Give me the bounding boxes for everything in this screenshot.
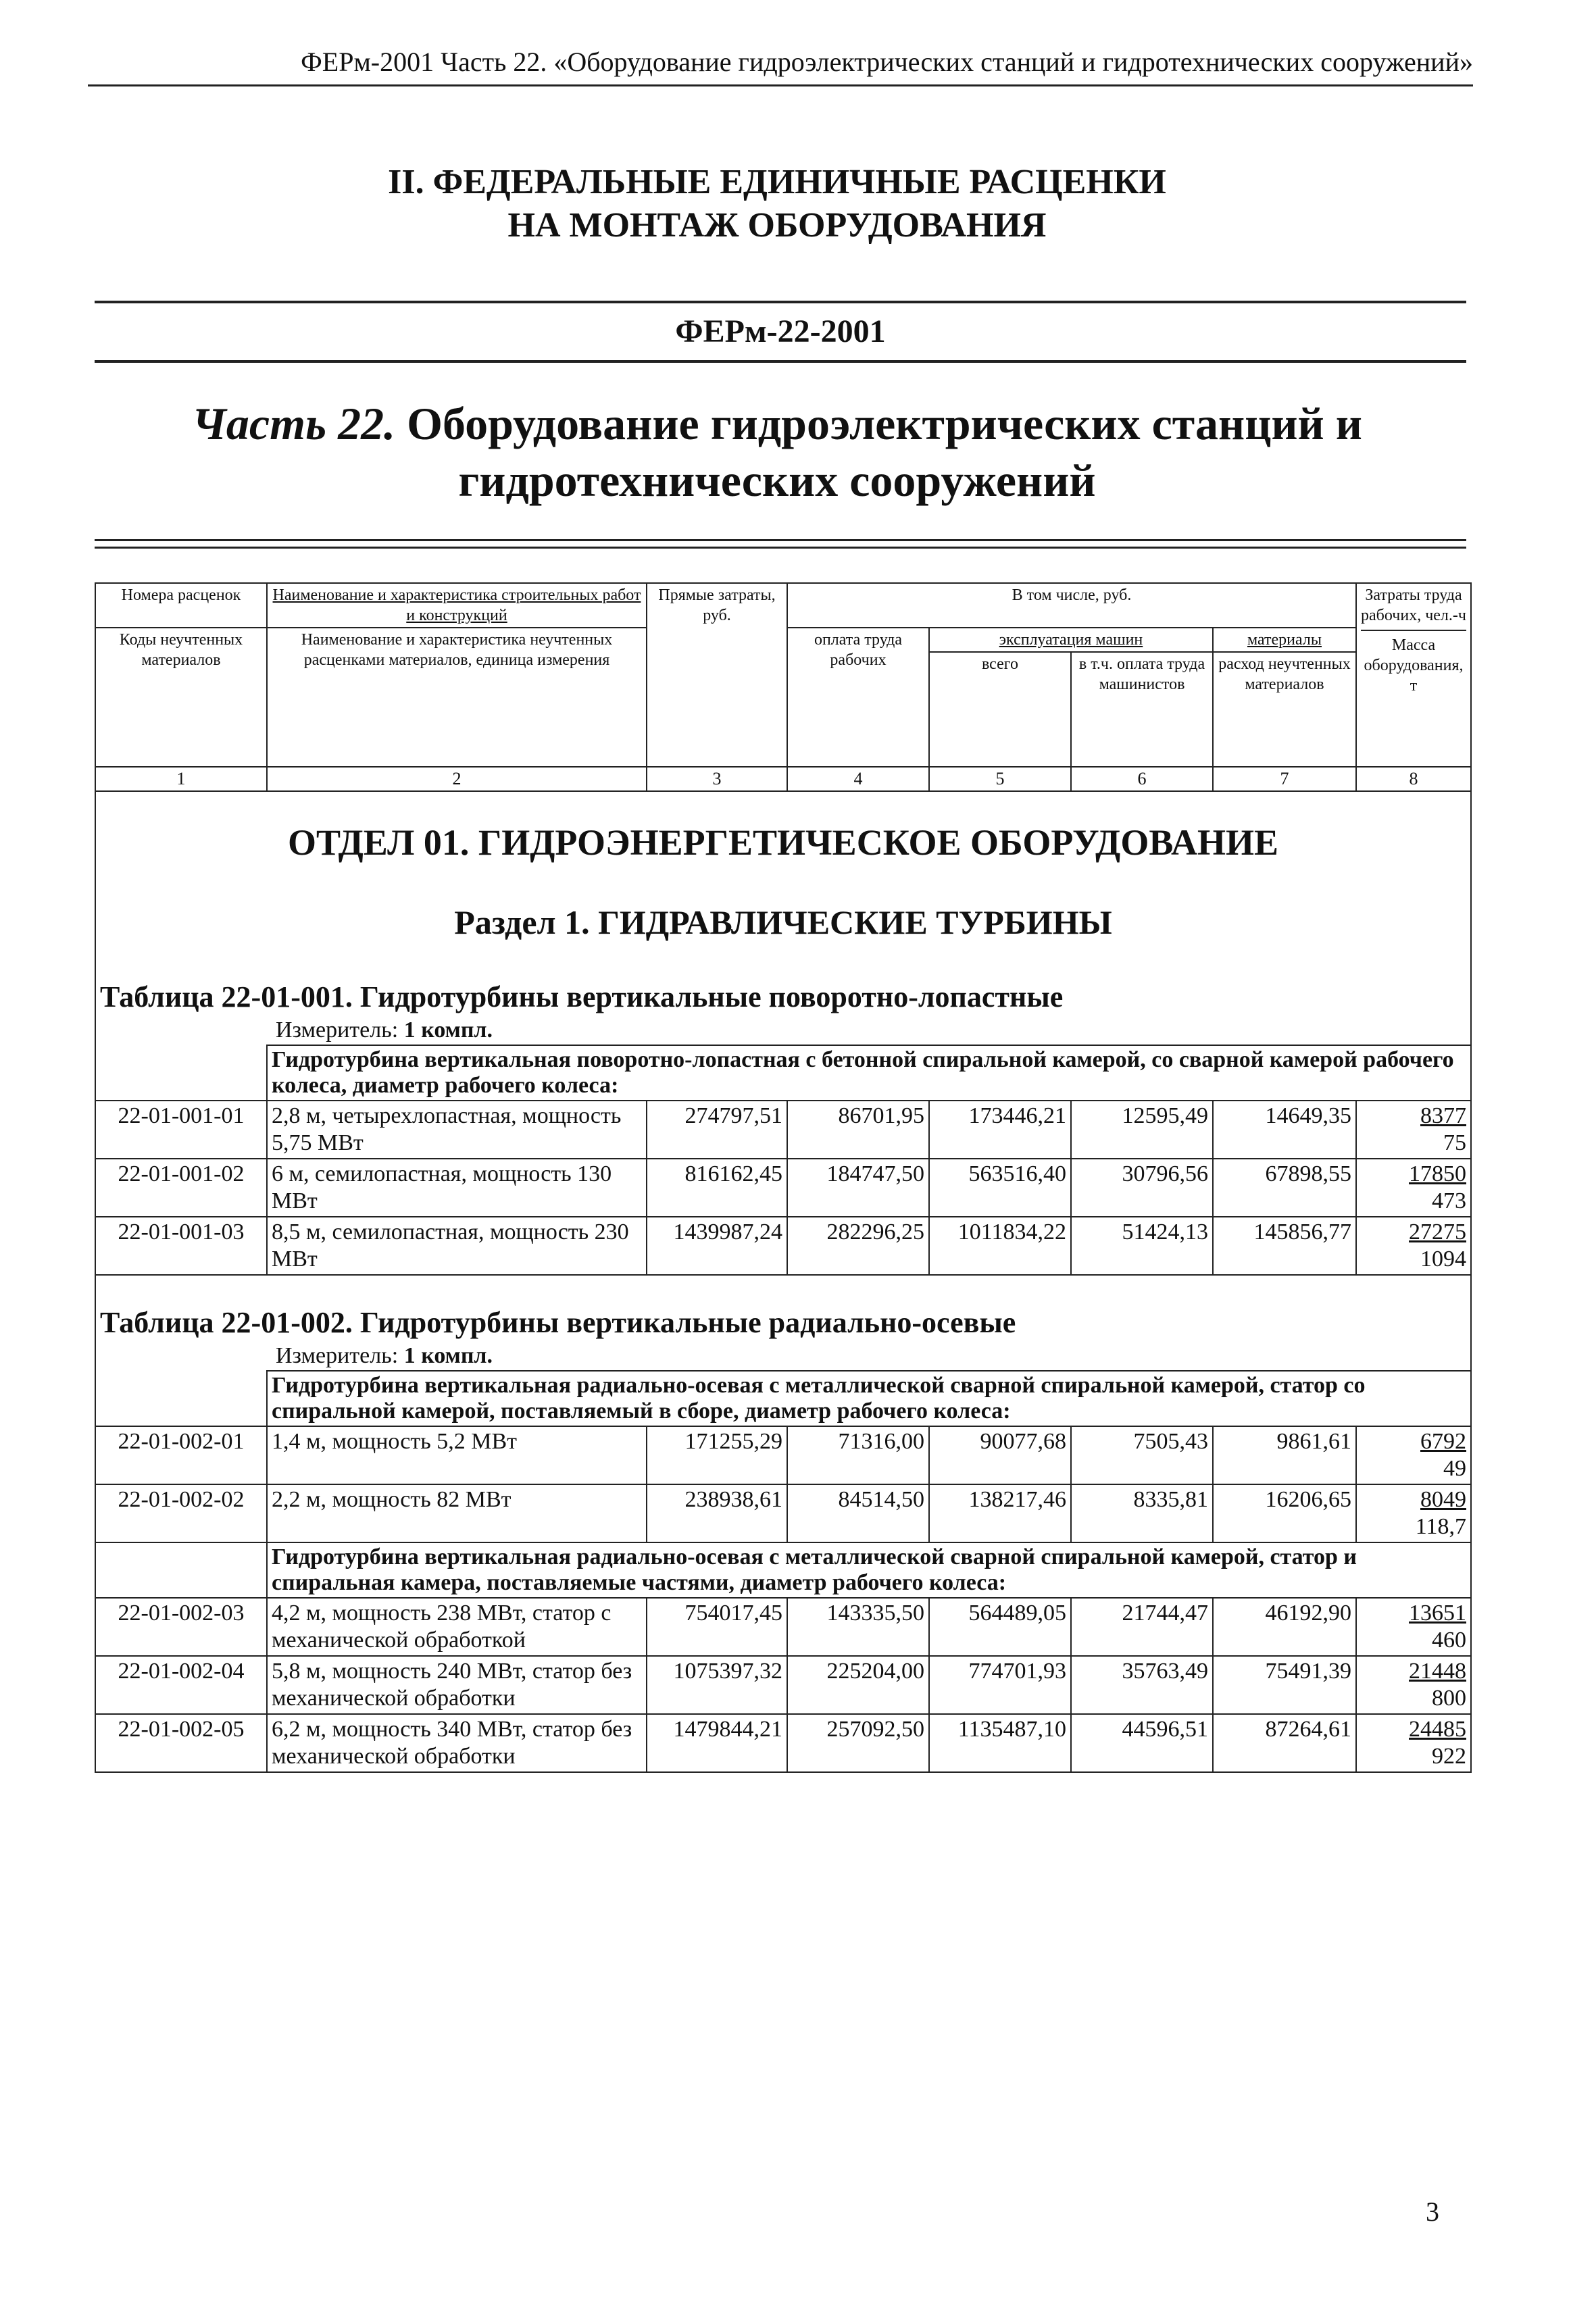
- header-materials: материалы: [1213, 628, 1356, 652]
- labor-hours-mass: 6792 49: [1356, 1426, 1471, 1484]
- machinist-labor-cost: 51424,13: [1071, 1217, 1213, 1275]
- machinist-labor-cost: 44596,51: [1071, 1714, 1213, 1772]
- column-number: 4: [787, 767, 929, 791]
- razdel-heading: Раздел 1. ГИДРАВЛИЧЕСКИЕ ТУРБИНЫ: [454, 903, 1112, 941]
- labor-cost: 84514,50: [787, 1484, 929, 1542]
- header-row-1: [95, 583, 1471, 628]
- column-number: 1: [95, 767, 267, 791]
- machine-cost: 1135487,10: [929, 1714, 1071, 1772]
- machinist-labor-cost: 7505,43: [1071, 1426, 1213, 1484]
- machinist-labor-cost: 8335,81: [1071, 1484, 1213, 1542]
- running-header: ФЕРм-2001 Часть 22. «Оборудование гидроэлектрических станций и гидротехнических сооружений»: [88, 46, 1473, 86]
- department-heading: ОТДЕЛ 01. ГИДРОЭНЕРГЕТИЧЕСКОЕ ОБОРУДОВАНИЕ: [288, 822, 1278, 863]
- table1-group: Гидротурбина вертикальная поворотно-лопастная с бетонной спиральной камерой, со сварной камерой рабочего колеса, диаметр рабочего колеса:: [267, 1045, 1471, 1101]
- department-row: [95, 791, 1471, 1045]
- rate-code: 22-01-002-01: [95, 1426, 267, 1484]
- column-number: 5: [929, 767, 1071, 791]
- header-col3: Прямые затраты, руб.: [647, 583, 787, 767]
- material-cost: 87264,61: [1213, 1714, 1356, 1772]
- table2-header-row: [95, 1275, 1471, 1371]
- rate-code: 22-01-002-04: [95, 1656, 267, 1714]
- header-incl: В том числе, руб.: [787, 583, 1356, 628]
- machine-cost: 563516,40: [929, 1159, 1071, 1217]
- column-number: 8: [1356, 767, 1471, 791]
- header-col4: оплата труда рабочих: [787, 628, 929, 767]
- header-col6: в т.ч. оплата труда машинистов: [1071, 652, 1213, 767]
- rate-name: 2,2 м, мощность 82 МВт: [267, 1484, 647, 1542]
- header-col1-top: Номера расценок: [95, 583, 267, 628]
- column-number: 2: [267, 767, 647, 791]
- rate-name: 6 м, семилопастная, мощность 130 МВт: [267, 1159, 647, 1217]
- material-cost: 16206,65: [1213, 1484, 1356, 1542]
- machine-cost: 774701,93: [929, 1656, 1071, 1714]
- column-number: 7: [1213, 767, 1356, 791]
- rate-name: 6,2 м, мощность 340 МВт, статор без механической обработки: [267, 1714, 647, 1772]
- labor-hours-mass: 24485 922: [1356, 1714, 1471, 1772]
- machinist-labor-cost: 12595,49: [1071, 1101, 1213, 1159]
- table-row: [95, 1656, 1471, 1714]
- header-machines: эксплуатация машин: [929, 628, 1213, 652]
- machine-cost: 564489,05: [929, 1598, 1071, 1656]
- labor-hours-mass: 8377 75: [1356, 1101, 1471, 1159]
- section-title: [88, 161, 1466, 247]
- material-cost: 46192,90: [1213, 1598, 1356, 1656]
- rate-name: 5,8 м, мощность 240 МВт, статор без механической обработки: [267, 1656, 647, 1714]
- labor-hours-mass: 8049 118,7: [1356, 1484, 1471, 1542]
- section-title-line-2: НА МОНТАЖ ОБОРУДОВАНИЯ: [507, 206, 1047, 245]
- machinist-labor-cost: 35763,49: [1071, 1656, 1213, 1714]
- table-row: [95, 1159, 1471, 1217]
- table1-meter: Измеритель: 1 компл.: [276, 1017, 493, 1042]
- page-number: 3: [1426, 2196, 1439, 2227]
- direct-cost: 754017,45: [647, 1598, 787, 1656]
- rate-code: 22-01-002-02: [95, 1484, 267, 1542]
- machine-cost: 1011834,22: [929, 1217, 1071, 1275]
- rate-code: 22-01-001-01: [95, 1101, 267, 1159]
- machine-cost: 173446,21: [929, 1101, 1071, 1159]
- table-row: [95, 1426, 1471, 1484]
- labor-cost: 257092,50: [787, 1714, 929, 1772]
- table2-group-2: Гидротурбина вертикальная радиально-осевая с металлической сварной спиральной камерой, статор и спиральная камера, поставляемые частями, диаметр рабочего колеса:: [267, 1542, 1471, 1598]
- direct-cost: 274797,51: [647, 1101, 787, 1159]
- double-rule: [95, 539, 1466, 549]
- table2-group1-row: [95, 1371, 1471, 1426]
- column-number: 6: [1071, 767, 1213, 791]
- direct-cost: 238938,61: [647, 1484, 787, 1542]
- labor-cost: 86701,95: [787, 1101, 929, 1159]
- labor-cost: 282296,25: [787, 1217, 929, 1275]
- rate-code: 22-01-001-02: [95, 1159, 267, 1217]
- machine-cost: 138217,46: [929, 1484, 1071, 1542]
- rate-name: 4,2 м, мощность 238 МВт, статор с механической обработкой: [267, 1598, 647, 1656]
- table2-group-1: Гидротурбина вертикальная радиально-осевая с металлической сварной спиральной камерой, статор со спиральной камерой, поставляемый в сборе, диаметр рабочего колеса:: [267, 1371, 1471, 1426]
- machinist-labor-cost: 30796,56: [1071, 1159, 1213, 1217]
- table2-meter: Измеритель: 1 компл.: [276, 1343, 493, 1368]
- header-col8-top: Затраты труда рабочих, чел.-ч: [1361, 585, 1466, 631]
- table-row: [95, 1714, 1471, 1772]
- table1-group-row: [95, 1045, 1471, 1101]
- header-col5: всего: [929, 652, 1071, 767]
- direct-cost: 1075397,32: [647, 1656, 787, 1714]
- labor-hours-mass: 27275 1094: [1356, 1217, 1471, 1275]
- labor-cost: 184747,50: [787, 1159, 929, 1217]
- column-numbers-row: [95, 767, 1471, 791]
- part-title-line-1: Оборудование гидроэлектрических станций и: [395, 398, 1362, 449]
- table2-group2-row: [95, 1542, 1471, 1598]
- labor-cost: 143335,50: [787, 1598, 929, 1656]
- direct-cost: 171255,29: [647, 1426, 787, 1484]
- header-col2-top: Наименование и характеристика строительных работ и конструкций: [267, 583, 647, 628]
- direct-cost: 1439987,24: [647, 1217, 787, 1275]
- header-col8-bottom: Масса оборудования, т: [1364, 636, 1464, 695]
- labor-hours-mass: 21448 800: [1356, 1656, 1471, 1714]
- document-code: ФЕРм-22-2001: [95, 301, 1466, 363]
- part-title-italic: Часть 22.: [192, 398, 396, 449]
- table-row: [95, 1101, 1471, 1159]
- rate-code: 22-01-002-05: [95, 1714, 267, 1772]
- part-title-line-2: гидротехнических сооружений: [458, 455, 1096, 506]
- machine-cost: 90077,68: [929, 1426, 1071, 1484]
- header-col2-bottom: Наименование и характеристика неучтенных расценками материалов, единица измерения: [267, 628, 647, 767]
- column-number: 3: [647, 767, 787, 791]
- header-col1-bottom: Коды неучтенных материалов: [95, 628, 267, 767]
- rate-code: 22-01-001-03: [95, 1217, 267, 1275]
- material-cost: 14649,35: [1213, 1101, 1356, 1159]
- table1-title: Таблица 22-01-001. Гидротурбины вертикальные поворотно-лопастные: [100, 980, 1064, 1013]
- table-row: [95, 1217, 1471, 1275]
- material-cost: 75491,39: [1213, 1656, 1356, 1714]
- direct-cost: 1479844,21: [647, 1714, 787, 1772]
- rate-name: 8,5 м, семилопастная, мощность 230 МВт: [267, 1217, 647, 1275]
- labor-hours-mass: 17850 473: [1356, 1159, 1471, 1217]
- rates-table: [95, 582, 1472, 1773]
- material-cost: 67898,55: [1213, 1159, 1356, 1217]
- rate-code: 22-01-002-03: [95, 1598, 267, 1656]
- section-title-line-1: II. ФЕДЕРАЛЬНЫЕ ЕДИНИЧНЫЕ РАСЦЕНКИ: [388, 163, 1166, 201]
- table-row: [95, 1484, 1471, 1542]
- machinist-labor-cost: 21744,47: [1071, 1598, 1213, 1656]
- part-title: [88, 395, 1466, 509]
- table-row: [95, 1598, 1471, 1656]
- direct-cost: 816162,45: [647, 1159, 787, 1217]
- material-cost: 9861,61: [1213, 1426, 1356, 1484]
- labor-hours-mass: 13651 460: [1356, 1598, 1471, 1656]
- header-col8: [1356, 583, 1471, 767]
- labor-cost: 225204,00: [787, 1656, 929, 1714]
- labor-cost: 71316,00: [787, 1426, 929, 1484]
- material-cost: 145856,77: [1213, 1217, 1356, 1275]
- rate-name: 2,8 м, четырехлопастная, мощность 5,75 МВт: [267, 1101, 647, 1159]
- header-col7: расход неучтенных материалов: [1213, 652, 1356, 767]
- rate-name: 1,4 м, мощность 5,2 МВт: [267, 1426, 647, 1484]
- table2-title: Таблица 22-01-002. Гидротурбины вертикальные радиально-осевые: [100, 1306, 1016, 1339]
